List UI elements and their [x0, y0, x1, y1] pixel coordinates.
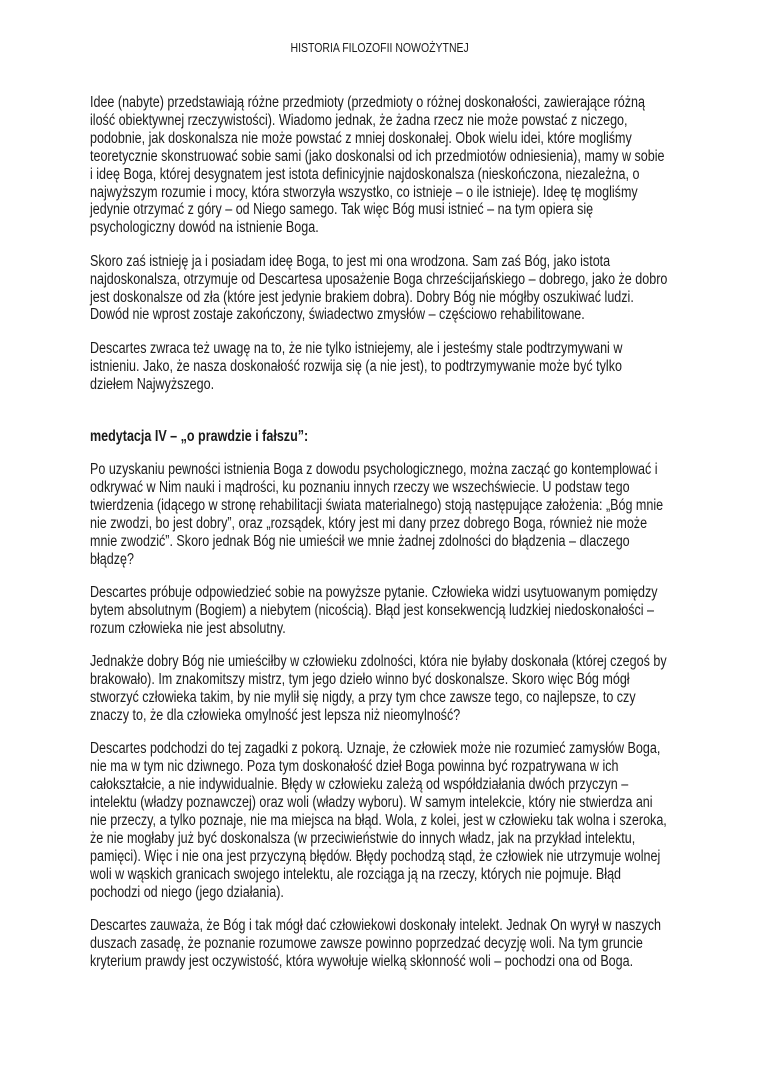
- paragraph-innate-idea-of-god: Skoro zaś istnieję ja i posiadam ideę Boga, to jest mi ona wrodzona. Sam zaś Bóg, jako istota najdoskonalsza, otrzymuje od Descartesa uposażenie Boga chrześcijańskiego – dobrego, jako że dobro jest doskonalsze od zła (które jest jedynie brakiem dobra). Dobry Bóg nie mógłby oszukiwać ludzi. Dowód nie wprost zostaje zakończony, świadectwo zmysłów – częściowo rehabilitowane.: [90, 252, 668, 324]
- paragraph-psychological-proof: Idee (nabyte) przedstawiają różne przedmioty (przedmioty o różnej doskonałości, zawierające różną ilość obiektywnej rzeczywistości). Wiadomo jednak, że żadna rzecz nie może powstać z niczego, podobnie, jak doskonalsza nie może powstać z mniej doskonałej. Obok wielu idei, które mogliśmy teoretycznie skonstruować sobie sami (jako doskonalsi od ich przedmiotów odniesienia), mamy w sobie i ideę Boga, której desygnatem jest istota definicyjnie najdoskonalsza (nieskończona, niezależna, o najwyższym rozumie i mocy, która stworzyła wszystko, co istnieje – o ile istnieje). Ideę tę mogliśmy jedynie otrzymać z góry – od Niego samego. Tak więc Bóg musi istnieć – na tym opiera się psychologiczny dowód na istnienie Boga.: [90, 94, 665, 237]
- running-header: [0, 40, 760, 56]
- paragraph-fallibility-question: Jednakże dobry Bóg nie umieściłby w człowieku zdolności, która nie byłaby doskonała (której czegoś by brakowało). Im znakomitszy mistrz, tym jego dzieło winno być doskonalsze. Skoro więc Bóg mógł stworzyć człowieka takim, by nie mylił się nigdy, a przy tym chce zawsze tego, co najlepsze, to czy znaczy to, że dla człowieka omylność jest lepsza niż nieomylność?: [90, 653, 667, 724]
- running-header-title: HISTORIA FILOZOFII NOWOŻYTNEJ: [290, 40, 470, 55]
- section-heading: medytacja IV – „o prawdzie i fałszu”:: [90, 427, 309, 445]
- document-body: [90, 94, 680, 986]
- paragraph-between-being-and-nothingness: Descartes próbuje odpowiedzieć sobie na powyższe pytanie. Człowieka widzi usytuowanym pomiędzy bytem absolutnym (Bogiem) a niebytem (nicością). Błąd jest konsekwencją ludzkiej niedoskonałości – rozum człowieka nie jest absolutny.: [90, 583, 658, 637]
- paragraph-intellect-and-will: Descartes podchodzi do tej zagadki z pokorą. Uznaje, że człowiek może nie rozumieć zamysłów Boga, nie ma w tym nic dziwnego. Poza tym doskonałość dzieł Boga powinna być rozpatrywana w ich całokształcie, a nie indywidualnie. Błędy w człowieku zależą od współdziałania dwóch przyczyn – intelektu (władzy poznawczej) oraz woli (władzy wyboru). W samym intelekcie, który nie stwierdza ani nie przeczy, a tylko poznaje, nie ma miejsca na błąd. Wola, z kolei, jest w człowieku tak wolna i szeroka, że nie mogłaby już być doskonalsza (w przeciwieństwie do innych władz, jak na przykład intelektu, pamięci). Więc i nie ona jest przyczyną błędów. Błędy pochodzą stąd, że człowiek nie utrzymuje wolnej woli w wąskich granicach swojego intelektu, ale rozciąga ją na rzeczy, których nie pojmuje. Błąd pochodzi od niego (jego działania).: [90, 740, 667, 901]
- paragraph-why-do-i-err: Po uzyskaniu pewności istnienia Boga z dowodu psychologicznego, można zacząć go kontemplować i odkrywać w Nim nauki i mądrości, ku poznaniu innych rzeczy we wszechświecie. U podstaw tego twierdzenia (idącego w stronę rehabilitacji świata materialnego) stoją następujące założenia: „Bóg mnie nie zwodzi, bo jest dobry”, oraz „rozsądek, który jest mi dany przez dobrego Boga, również nie może mnie zwodzić”. Skoro jednak Bóg nie umieścił we mnie żadnej zdolności do błądzenia – dlaczego błądzę?: [90, 461, 664, 568]
- paragraph-sustained-existence: Descartes zwraca też uwagę na to, że nie tylko istniejemy, ale i jesteśmy stale podtrzymywani w istnieniu. Jako, że nasza doskonałość rozwija się (a nie jest), to podtrzymywanie może być tylko dziełem Najwyższego.: [90, 339, 623, 393]
- paragraph-criterion-of-truth: Descartes zauważa, że Bóg i tak mógł dać człowiekowi doskonały intelekt. Jednak On wyrył w naszych duszach zasadę, że poznanie rozumowe zawsze powinno poprzedzać decyzję woli. Na tym gruncie kryterium prawdy jest oczywistość, która wywołuje wielką skłonność woli – pochodzi ona od Boga.: [90, 916, 661, 970]
